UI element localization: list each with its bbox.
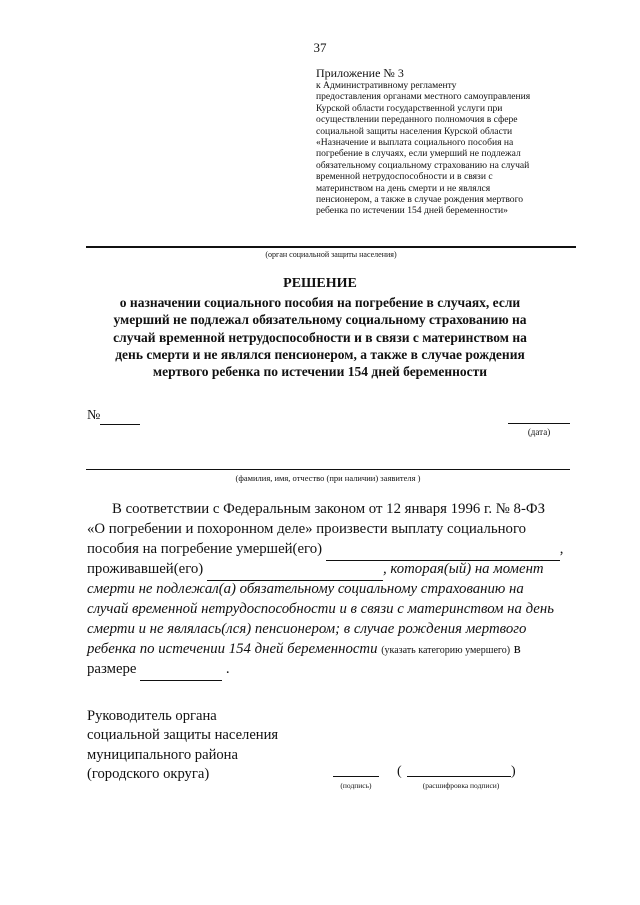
body-line-residence	[87, 560, 544, 581]
decision-title-line: день смерти и не являлся пенсионером, а также в случае рождения	[115, 346, 525, 362]
appendix-line: ребенка по истечении 154 дней беременности»	[316, 205, 508, 217]
category-hint: (указать категорию умершего)	[381, 645, 511, 656]
body-line-category	[87, 640, 521, 661]
appendix-line: обязательному социальному страхованию на случай	[316, 159, 530, 171]
body-line-amount	[87, 660, 230, 681]
body-line: смерти и не являлась(лся) пенсионером; в случае рождения мертвого	[87, 621, 527, 637]
date-caption: (дата)	[527, 427, 551, 437]
appendix-line: социальной защиты населения Курской области	[316, 125, 513, 137]
decision-title	[80, 294, 560, 380]
decision-title-line: о назначении социального пособия на погребение в случаях, если	[119, 295, 521, 310]
org-caption: (орган социальной защиты населения)	[265, 250, 397, 259]
number-blank[interactable]	[100, 408, 140, 425]
decision-title-line: мертвого ребенка по истечении 154 дней беременности	[152, 364, 488, 380]
number-row	[87, 408, 140, 425]
signer-line: (городского округа)	[87, 766, 210, 783]
body-text: ребенка по истечении 154 дней беременности	[87, 641, 378, 657]
appendix-line: пенсионером, а также в случае рождения мертвого	[316, 194, 524, 206]
appendix-line: осуществлении переданного полномочия в сфере	[316, 114, 518, 126]
close-paren: )	[511, 764, 516, 779]
body-text: , которая(ый) на момент	[382, 561, 544, 577]
appendix-line: Курской области государственной услуги при	[316, 102, 503, 114]
decision-heading: РЕШЕНИЕ	[283, 276, 357, 291]
residence-blank[interactable]	[207, 560, 383, 581]
body-line: «О погребении и похоронном деле» произвести выплату социального	[87, 521, 527, 537]
appendix-line: «Назначение и выплата социального пособия на	[316, 137, 514, 149]
applicant-line[interactable]	[86, 469, 570, 470]
signature-caption: (подпись)	[340, 781, 372, 790]
appendix-line: погребение в случаях, если умерший не подлежал	[316, 148, 521, 160]
signer-block	[87, 707, 278, 785]
decision-title-line: умерший не подлежал обязательному социальному страхованию на	[113, 312, 527, 328]
amount-blank[interactable]	[140, 660, 222, 681]
appendix-line: к Административному регламенту	[316, 80, 457, 91]
org-line	[86, 246, 576, 248]
date-blank[interactable]	[508, 423, 570, 424]
number-label: №	[87, 408, 101, 423]
body-text: в	[513, 641, 521, 657]
body-line-deceased	[87, 540, 564, 561]
page-number: 37	[313, 40, 327, 55]
signer-line: Руководитель органа	[87, 708, 217, 724]
appendix-line: временной нетрудоспособности и в связи с	[316, 171, 493, 183]
signer-line: социальной защиты населения	[87, 727, 279, 744]
body-line: В соответствии с Федеральным законом от 12 января 1996 г. № 8-ФЗ	[112, 501, 545, 517]
applicant-caption: (фамилия, имя, отчество (при наличии) заявителя )	[235, 473, 421, 483]
appendix-line: предоставления органами местного самоуправления	[316, 91, 531, 103]
appendix-line: материнством на день смерти и не являлся	[316, 182, 491, 194]
appendix-block	[316, 67, 591, 217]
decision-title-line: случай временной нетрудоспособности и в связи с материнством на	[113, 329, 527, 345]
body-text: проживавшей(его)	[87, 561, 204, 577]
comma: ,	[559, 541, 564, 557]
body-line: смерти не подлежал(а) обязательному социальному страхованию на	[87, 581, 524, 597]
body-text: пособия на погребение умершей(его)	[87, 541, 323, 557]
signer-line: муниципального района	[87, 746, 238, 763]
deceased-name-blank[interactable]	[326, 540, 560, 561]
body-text: размере	[87, 661, 137, 677]
transcript-blank[interactable]	[407, 776, 511, 777]
period: .	[225, 661, 230, 677]
transcript-caption: (расшифровка подписи)	[422, 781, 500, 790]
open-paren: (	[397, 764, 402, 779]
signature-blank[interactable]	[333, 776, 379, 777]
appendix-title: Приложение № 3	[316, 66, 404, 80]
body-line: случай временной нетрудоспособности и в связи с материнством на день	[87, 601, 554, 617]
